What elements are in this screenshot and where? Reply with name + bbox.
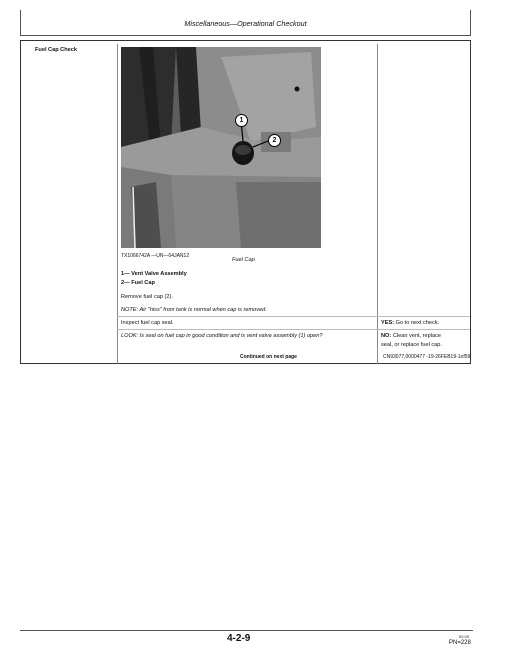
page-header-title: Miscellaneous—Operational Checkout	[184, 19, 307, 28]
step-note: NOTE: Air "hiss" from tank is normal when cap is removed.	[121, 307, 267, 313]
step-look: LOOK: Is seal on fuel cap in good condition and is vent valve assembly (1) open?	[121, 333, 323, 339]
row-divider	[117, 329, 470, 330]
fuel-cap-illustration	[121, 47, 321, 248]
step-remove: Remove fuel cap (2).	[121, 294, 173, 300]
document-code: CN93077,0000477 -19-26FEB19-1of59	[383, 354, 471, 360]
pn-number: PN=228	[449, 640, 471, 646]
legend-item-2: 2— Fuel Cap	[121, 280, 155, 286]
continued-note: Continued on next page	[240, 354, 297, 360]
footer-small-code: 00 00	[459, 634, 470, 639]
section-title: Fuel Cap Check	[35, 47, 77, 53]
no-text-line1: Clean vent, replace	[392, 333, 442, 339]
fuel-cap-photo	[121, 47, 321, 248]
page-number: 4-2-9	[227, 633, 251, 644]
result-yes	[381, 320, 439, 326]
row-divider	[117, 316, 470, 317]
footer-rule	[20, 630, 473, 631]
yes-text: Go to next check.	[395, 320, 440, 326]
yes-label: YES:	[381, 320, 395, 326]
no-text-line2: seal, or replace fuel cap.	[381, 342, 442, 348]
legend-item-1: 1— Vent Valve Assembly	[121, 271, 187, 277]
figure-id: TX1066742A —UN—04JAN12	[121, 253, 190, 259]
callout-1: 1	[235, 114, 248, 127]
callout-2: 2	[268, 134, 281, 147]
no-label: NO:	[381, 333, 392, 339]
figure-caption: Fuel Cap	[232, 257, 255, 263]
result-no	[381, 333, 441, 339]
step-inspect: Inspect fuel cap seal.	[121, 320, 174, 326]
